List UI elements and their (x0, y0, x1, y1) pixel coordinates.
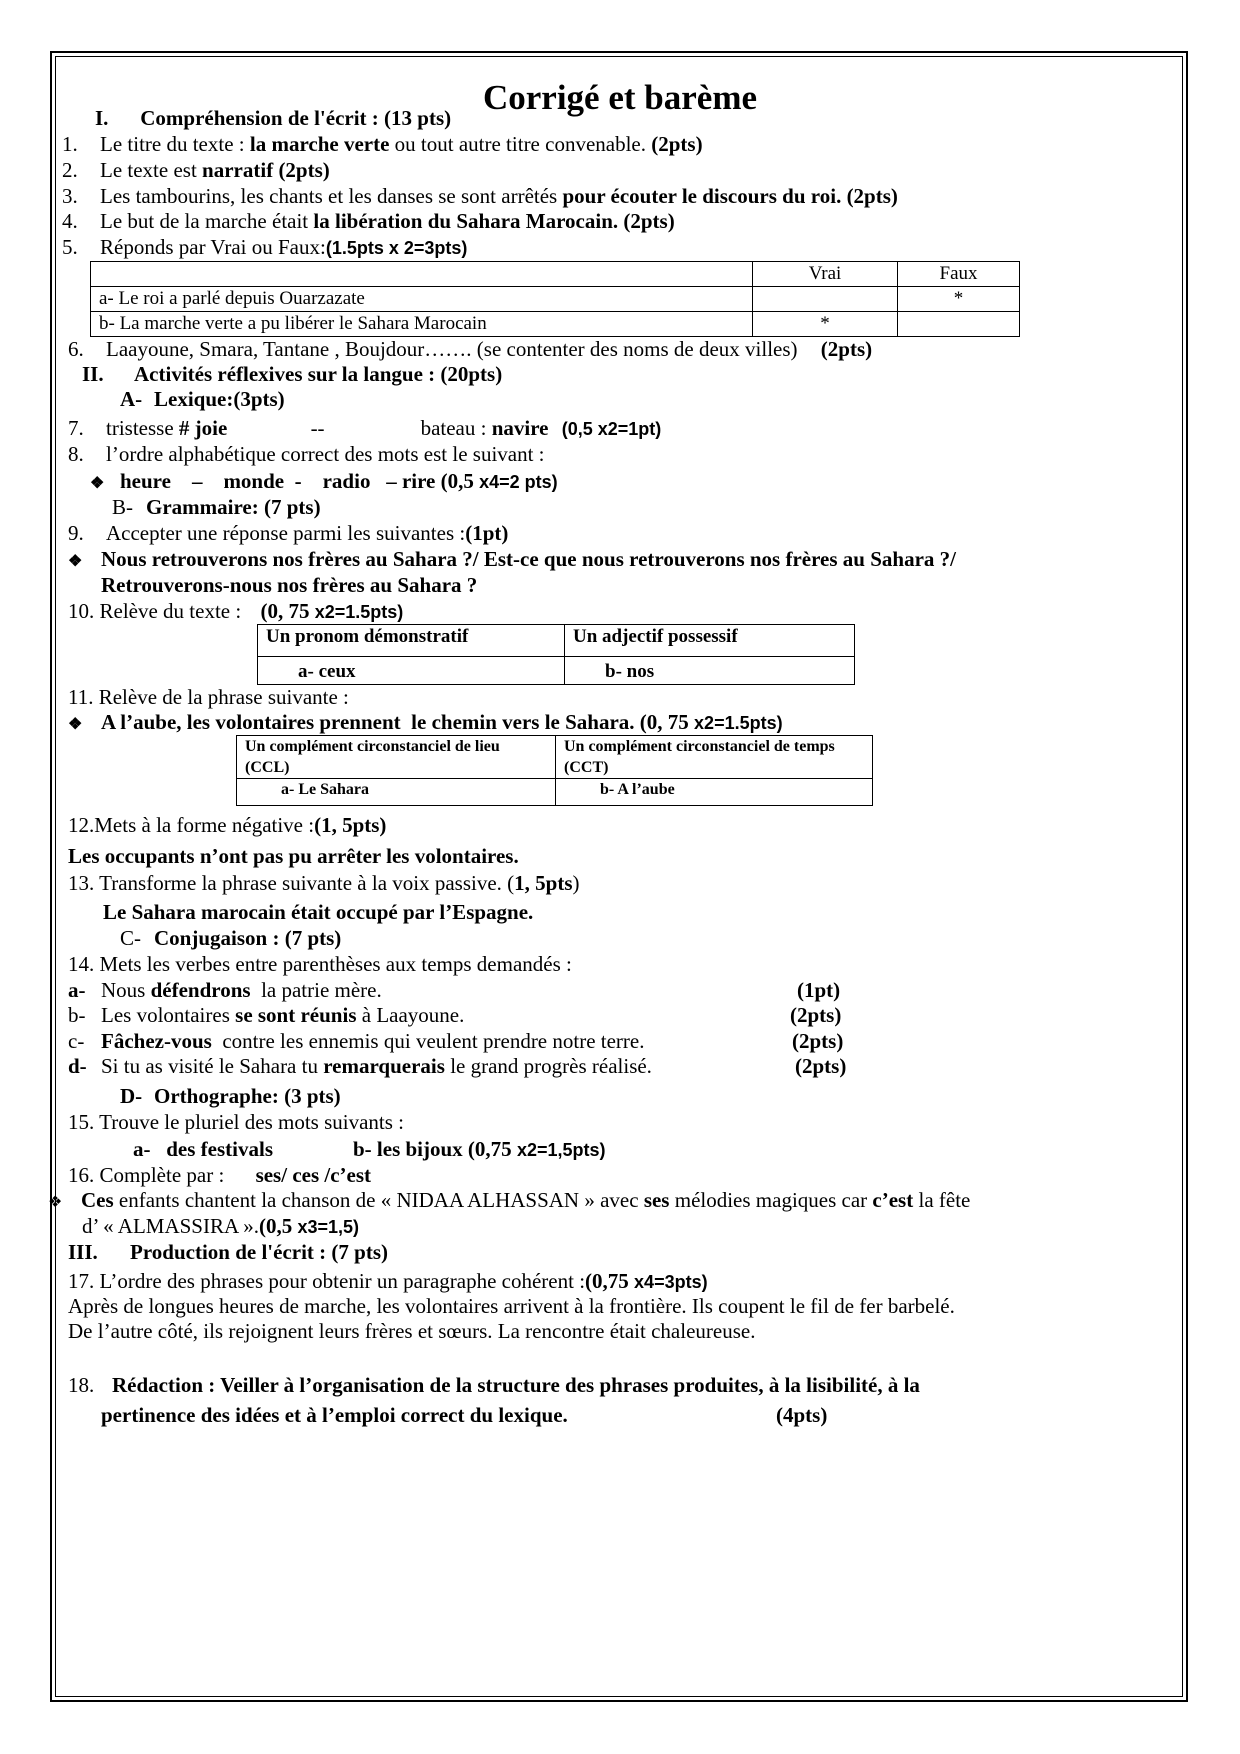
page-title: Corrigé et barème (482, 78, 758, 117)
question-text: Les tambourins, les chants et les danses se sont arrêtés (100, 184, 563, 208)
question-9-answer-1 (68, 546, 956, 575)
question-18 (68, 1372, 920, 1398)
question-17-answer-line-2: De l’autre côté, ils rejoignent leurs frères et sœurs. La rencontre était chaleureuse. (68, 1319, 756, 1343)
item-text: contre les ennemis qui veulent prendre notre terre. (211, 1029, 645, 1053)
question-text: Trouve le pluriel des mots suivants : (99, 1110, 405, 1134)
question-12 (68, 812, 386, 838)
table-cell: b- nos (565, 657, 855, 685)
table-cell: b- A l’aube (556, 779, 873, 806)
question-9-answer-2: Retrouverons-nous nos frères au Sahara ? (101, 573, 478, 597)
table-row (258, 657, 855, 685)
conjugated-verb: remarquerais (323, 1054, 445, 1078)
item-letter: c- (68, 1029, 85, 1053)
statement-cell: a- Le roi a parlé depuis Ouarzazate (91, 287, 753, 312)
points: x2=1,5pts) (516, 1140, 606, 1160)
conjugation-item-d (68, 1053, 652, 1079)
question-text: Transforme la phrase suivante à la voix passive. ( (99, 871, 515, 895)
points: x4=2 pts) (479, 472, 558, 492)
subsection-label: Lexique:(3pts) (154, 387, 285, 411)
question-text: Relève de la phrase suivante : (98, 685, 349, 709)
section-1-roman: I. (95, 106, 109, 130)
question-number: 1. (62, 132, 78, 156)
question-text: Complète par : (99, 1163, 225, 1187)
question-14 (68, 951, 572, 977)
question-text: Rédaction : Veiller à l’organisation de la structure des phrases produites, à la lisibilité, à la (112, 1373, 920, 1397)
conjugated-verb: Fâchez-vous (101, 1029, 212, 1053)
question-3 (62, 183, 898, 209)
question-2 (62, 157, 330, 183)
points: x2=1.5pts) (314, 602, 404, 622)
question-8 (68, 441, 545, 467)
item-letter: b- (68, 1003, 86, 1027)
section-2-label: Activités réflexives sur la langue : (20pts) (134, 362, 503, 386)
question-16 (68, 1162, 371, 1188)
question-10 (68, 598, 403, 625)
section-1-label: Compréhension de l'écrit : (140, 106, 379, 130)
table-row (91, 287, 1020, 312)
answer: Laayoune, Smara, Tantane , Boujdour……. (se contenter des noms de deux villes) (106, 337, 798, 361)
answer: Nous retrouverons nos frères au Sahara ?/ Est-ce que nous retrouverons nos frères au Sahara ?/ (101, 547, 956, 571)
diamond-bullet-icon: ❖ (90, 475, 105, 492)
question-11-sentence (68, 709, 783, 738)
question-number: 3. (62, 184, 78, 208)
section-3-roman: III. (68, 1240, 98, 1264)
question-number: 12. (68, 813, 95, 837)
item-text: Les volontaires (101, 1003, 236, 1027)
separator: -- (310, 416, 325, 440)
subsection-letter: B- (112, 495, 133, 519)
table-header-vrai: Vrai (753, 262, 898, 287)
question-number: 5. (62, 235, 78, 259)
table-row (237, 779, 873, 806)
question-6 (68, 336, 872, 362)
sentence-text: mélodies magiques car (669, 1188, 873, 1212)
sentence-text: enfants chantent la chanson de « NIDAA ALHASSAN » avec (113, 1188, 644, 1212)
answer: la libération du Sahara Marocain. (2pts) (313, 209, 675, 233)
section-3-label: Production de l'écrit : (7 pts) (130, 1240, 388, 1264)
vrai-cell (753, 287, 898, 312)
table-header-cell: Un complément circonstanciel de lieu (CCL) (237, 736, 556, 779)
conjugated-verb: se sont réunis (235, 1003, 357, 1027)
item-b-points: (2pts) (790, 1003, 842, 1027)
points: x4=3pts) (634, 1272, 708, 1292)
sentence-text: la fête (913, 1188, 971, 1212)
answer: pour écouter le discours du roi. (2pts) (562, 184, 898, 208)
question-number: 2. (62, 158, 78, 182)
question-number: 6. (68, 337, 84, 361)
question-11 (68, 684, 349, 710)
word: bateau : (420, 416, 492, 440)
answer: heure – monde - radio – rire (0,5 (120, 469, 480, 493)
vrai-cell: * (753, 312, 898, 337)
question-1 (62, 131, 703, 157)
diamond-bullet-icon: ❖ (68, 553, 83, 570)
answer-a: a- des festivals (133, 1137, 273, 1161)
question-17 (68, 1268, 708, 1295)
question-12-answer: Les occupants n’ont pas pu arrêter les volontaires. (68, 844, 519, 868)
question-text: ou tout autre titre convenable. (389, 132, 652, 156)
points: (0,75 (585, 1269, 635, 1293)
points: (1pt) (465, 521, 509, 545)
subsection-letter: C- (120, 926, 141, 950)
question-16-answer-line-1 (48, 1187, 970, 1216)
table-cell: a- Le Sahara (237, 779, 556, 806)
question-text: Le titre du texte : (100, 132, 250, 156)
subsection-conjugaison (120, 925, 341, 951)
subsection-label: Orthographe: (3 pts) (154, 1084, 341, 1108)
word: tristesse (106, 416, 179, 440)
table-header-cell: Un pronom démonstratif (258, 625, 565, 657)
points: x3=1,5) (297, 1217, 360, 1237)
question-text: Le but de la marche était (100, 209, 314, 233)
question-text: L’ordre des phrases pour obtenir un paragraphe cohérent : (99, 1269, 586, 1293)
subsection-label: Conjugaison : (7 pts) (154, 926, 342, 950)
item-text: à Laayoune. (356, 1003, 465, 1027)
question-number: 10. (68, 599, 95, 623)
question-number: 18. (68, 1373, 95, 1397)
question-13 (68, 870, 580, 896)
question-number: 9. (68, 521, 84, 545)
question-number: 13. (68, 871, 95, 895)
points: (0,5 x2=1pt) (561, 419, 662, 439)
table-header-row (237, 736, 873, 779)
section-2-roman: II. (82, 362, 104, 386)
points: (2pts) (820, 337, 873, 361)
question-text: Accepter une réponse parmi les suivantes : (106, 521, 466, 545)
question-text: Le texte est (100, 158, 203, 182)
section-1-heading (95, 105, 451, 131)
filled-word: c’est (872, 1188, 914, 1212)
sentence-text: d’ « ALMASSIRA ». (82, 1214, 259, 1238)
answer: la marche verte (249, 132, 390, 156)
question-16-answer-line-2 (82, 1213, 359, 1240)
points: (0, 75 (260, 599, 315, 623)
question-text: Relève du texte : (99, 599, 242, 623)
item-text: Si tu as visité le Sahara tu (101, 1054, 324, 1078)
points: x2=1.5pts) (694, 713, 783, 733)
antonym: # joie (178, 416, 228, 440)
subsection-letter: A- (120, 387, 143, 411)
faux-cell (898, 312, 1020, 337)
question-number: 15. (68, 1110, 95, 1134)
item-text: le grand progrès réalisé. (444, 1054, 652, 1078)
question-18-line-2: pertinence des idées et à l’emploi correct du lexique. (101, 1403, 568, 1427)
statement-cell: b- La marche verte a pu libérer le Sahara Marocain (91, 312, 753, 337)
question-number: 14. (68, 952, 95, 976)
subsection-lexique (120, 386, 285, 412)
question-15 (68, 1109, 404, 1135)
conjugation-item-b (68, 1002, 464, 1028)
faux-cell: * (898, 287, 1020, 312)
table-row (91, 312, 1020, 337)
question-text: ) (572, 871, 580, 895)
question-7 (68, 415, 661, 442)
table-cell: a- ceux (258, 657, 565, 685)
question-text: Mets à la forme négative : (94, 813, 315, 837)
table-header-row (91, 262, 1020, 287)
subsection-orthographe (120, 1083, 341, 1109)
conjugation-item-a (68, 977, 382, 1003)
table-header-cell: Un adjectif possessif (565, 625, 855, 657)
question-13-answer: Le Sahara marocain était occupé par l’Espagne. (103, 900, 534, 924)
choice-words: ses/ ces /c’est (255, 1163, 372, 1187)
question-text: Réponds par Vrai ou Faux: (100, 235, 326, 259)
section-3-heading (68, 1239, 388, 1265)
conjugated-verb: défendrons (150, 978, 251, 1002)
question-number: 7. (68, 416, 84, 440)
table-header-faux: Faux (898, 262, 1020, 287)
question-text: Mets les verbes entre parenthèses aux temps demandés : (99, 952, 572, 976)
subsection-grammaire (112, 494, 321, 520)
sentence: A l’aube, les volontaires prennent le chemin vers le Sahara. (0, 75 (101, 710, 695, 734)
question-8-answer (90, 468, 558, 497)
synonym: navire (491, 416, 549, 440)
item-d-points: (2pts) (795, 1054, 847, 1078)
question-9 (68, 520, 508, 546)
diamond-bullet-icon: ❖ (48, 1194, 63, 1211)
section-1-points: (13 pts) (384, 106, 452, 130)
question-text: l’ordre alphabétique correct des mots est le suivant : (106, 442, 545, 466)
table-header-cell: Un complément circonstanciel de temps (CCT) (556, 736, 873, 779)
conjugation-item-c (68, 1028, 645, 1054)
question-number: 11. (68, 685, 94, 709)
points: (0,5 (258, 1214, 298, 1238)
table-header-cell (91, 262, 753, 287)
question-number: 4. (62, 209, 78, 233)
table-header-row (258, 625, 855, 657)
item-a-points: (1pt) (797, 978, 841, 1002)
points: (1, 5pts) (314, 813, 387, 837)
item-letter: a- (68, 978, 86, 1002)
points: (1.5pts x 2=3pts) (325, 238, 468, 258)
diamond-bullet-icon: ❖ (68, 716, 83, 733)
question-number: 8. (68, 442, 84, 466)
subsection-label: Grammaire: (7 pts) (146, 495, 321, 519)
item-c-points: (2pts) (792, 1029, 844, 1053)
points: (2pts) (651, 132, 703, 156)
points: 1, 5pts (514, 871, 573, 895)
question-number: 16. (68, 1163, 95, 1187)
question-18-points: (4pts) (776, 1403, 828, 1427)
item-text: Nous (101, 978, 151, 1002)
question-5 (62, 234, 467, 261)
item-text: la patrie mère. (250, 978, 382, 1002)
filled-word: ses (643, 1188, 670, 1212)
filled-word: Ces (81, 1188, 114, 1212)
answer: narratif (2pts) (202, 158, 330, 182)
answer-b: b- les bijoux (0,75 (353, 1137, 517, 1161)
question-number: 17. (68, 1269, 95, 1293)
question-17-answer-line-1: Après de longues heures de marche, les volontaires arrivent à la frontière. Ils coupent le fil de fer barbelé. (68, 1294, 955, 1318)
item-letter: d- (68, 1054, 87, 1078)
question-4 (62, 208, 675, 234)
q11-table (236, 735, 873, 806)
vrai-faux-table (90, 261, 1020, 337)
section-2-heading (82, 361, 502, 387)
subsection-letter: D- (120, 1084, 143, 1108)
q10-table (257, 624, 855, 685)
question-15-answer (133, 1136, 606, 1163)
